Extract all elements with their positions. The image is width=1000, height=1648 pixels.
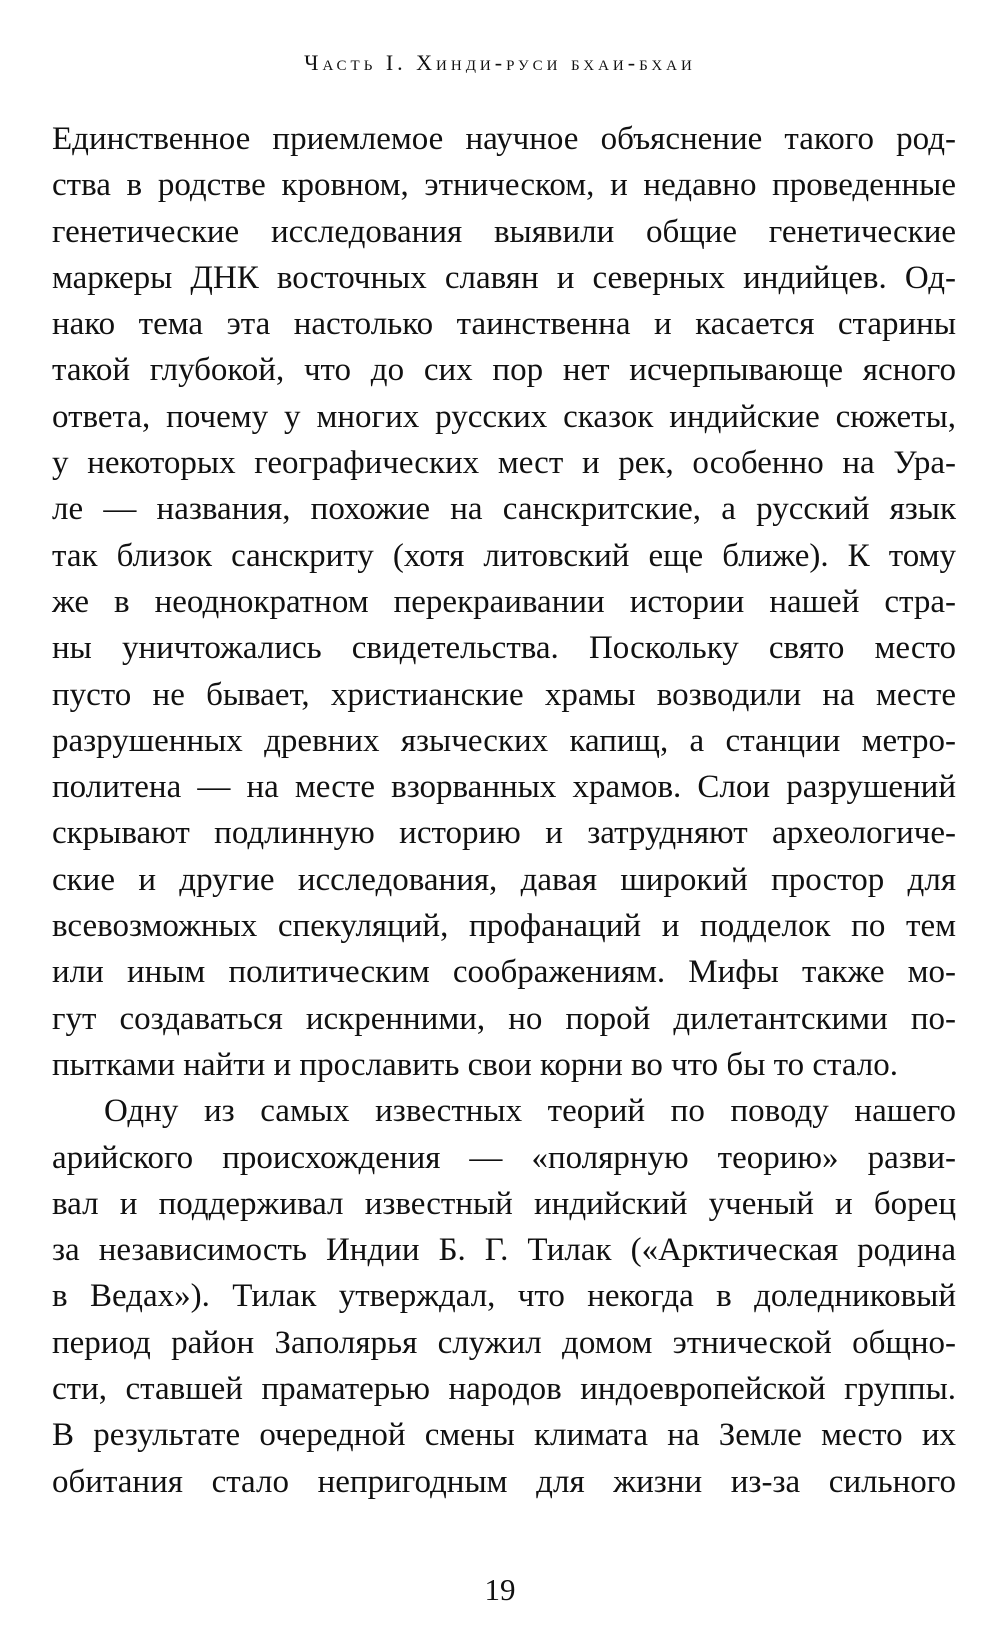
text-line: сти, ставшей праматерью народов индоевропейской группы.	[52, 1371, 956, 1408]
text-line: ле — названия, похожие на санскритские, а русский язык	[52, 491, 956, 528]
paragraph	[52, 116, 956, 1088]
running-head: Часть I. Хинди-руси бхаи-бхаи	[304, 50, 696, 75]
text-line: нако тема эта настолько таинственна и касается старины	[52, 306, 956, 343]
text-line: обитания стало непригодным для жизни из-за сильного	[52, 1463, 956, 1500]
paragraph	[52, 1088, 956, 1505]
text-line: всевозможных спекуляций, профанаций и подделок по тем	[52, 908, 956, 945]
text-line: гут создаваться искренними, но порой дилетантскими по-	[52, 1000, 956, 1037]
text-line: период район Заполярья служил домом этнической общно-	[52, 1324, 956, 1361]
text-line: Одну из самых известных теорий по поводу нашего	[104, 1093, 956, 1130]
text-line: вал и поддерживал известный индийский ученый и борец	[52, 1185, 956, 1222]
text-line: В результате очередной смены климата на Земле место их	[52, 1417, 956, 1454]
body-text	[52, 116, 956, 1505]
text-line: маркеры ДНК восточных славян и северных индийцев. Од-	[52, 259, 956, 296]
text-line: ны уничтожались свидетельства. Поскольку свято место	[52, 630, 956, 667]
text-line: ства в родстве кровном, этническом, и недавно проведенные	[52, 167, 956, 204]
text-line: арийского происхождения — «полярную теорию» разви-	[52, 1139, 956, 1176]
text-line: же в неоднократном перекраивании истории нашей стра-	[52, 583, 956, 620]
text-line: в Ведах»). Тилак утверждал, что некогда в доледниковый	[52, 1278, 956, 1315]
text-line: так близок санскриту (хотя литовский еще ближе). К тому	[52, 537, 956, 574]
text-line: генетические исследования выявили общие генетические	[52, 213, 956, 250]
text-line: такой глубокой, что до сих пор нет исчерпывающе ясного	[52, 352, 956, 389]
text-line: разрушенных древних языческих капищ, а станции метро-	[52, 722, 956, 759]
text-line: пытками найти и прославить свои корни во что бы то стало.	[52, 1046, 898, 1083]
text-line: у некоторых географических мест и рек, особенно на Ура-	[52, 445, 956, 482]
text-line: ские и другие исследования, давая широкий простор для	[52, 861, 956, 898]
text-line: за независимость Индии Б. Г. Тилак («Арктическая родина	[52, 1232, 956, 1269]
page-number: 19	[484, 1572, 516, 1607]
text-line: или иным политическим соображениям. Мифы также мо-	[52, 954, 956, 991]
text-line: ответа, почему у многих русских сказок индийские сюжеты,	[52, 398, 956, 435]
text-line: Единственное приемлемое научное объяснение такого род-	[52, 121, 956, 157]
text-line: пусто не бывает, христианские храмы возводили на месте	[52, 676, 956, 713]
text-line: скрывают подлинную историю и затрудняют археологиче-	[52, 815, 956, 852]
text-line: политена — на месте взорванных храмов. Слои разрушений	[52, 769, 956, 806]
